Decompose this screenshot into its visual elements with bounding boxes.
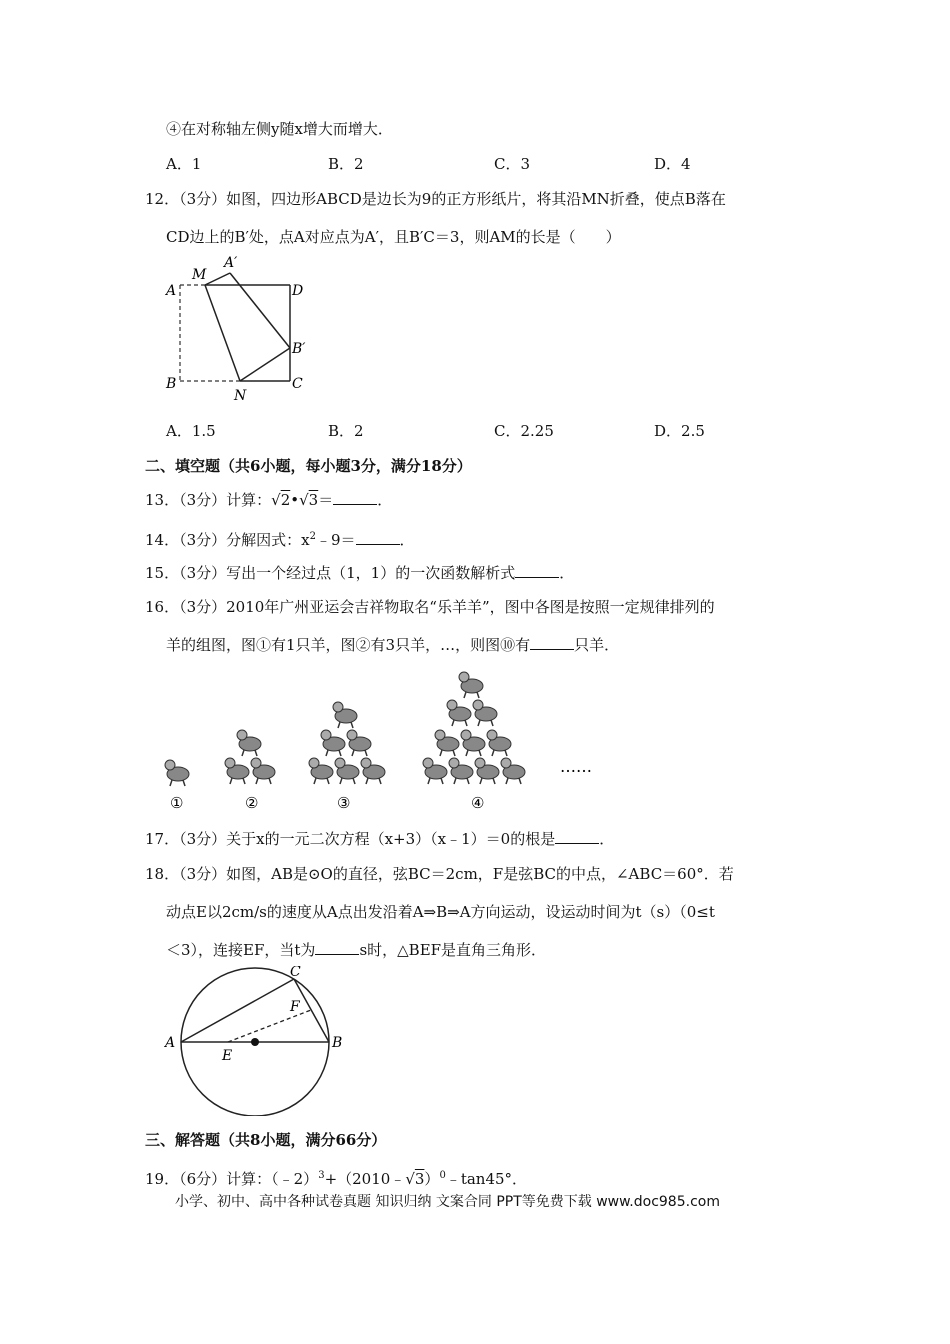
sheep-icon [225, 758, 249, 784]
label-f: F [290, 999, 300, 1015]
q14-exponent: 2 [309, 531, 316, 542]
section-2-heading: 二、填空题（共6小题，每小题3分，满分18分） [145, 457, 472, 475]
q19-exponent-1: 3 [318, 1170, 325, 1181]
sheep-icon [165, 760, 189, 786]
q12-line1: 12．（3分）如图，四边形ABCD是边长为9的正方形纸片，将其沿MN折叠，使点B落在 [145, 190, 726, 208]
sqrt-icon: √ [299, 491, 309, 509]
q12-option-c: C．2.25 [494, 422, 554, 440]
sheep-icon [461, 730, 485, 756]
q18-circle-figure [160, 966, 350, 1116]
sheep-ellipsis: …… [560, 757, 592, 776]
sheep-icon [321, 730, 345, 756]
answer-blank [530, 635, 574, 650]
sheep-label-4: ④ [471, 794, 485, 812]
q11-option-b: B．2 [328, 155, 364, 173]
q14 [145, 527, 415, 550]
q14-prefix: 14．（3分）分解因式：x [145, 531, 310, 549]
q13-prefix: 13．（3分）计算： [145, 491, 272, 509]
q13-dot: • [290, 491, 300, 509]
label-a: A [166, 283, 177, 299]
sheep-icon [237, 730, 261, 756]
q13-radicand-1: 2 [280, 491, 291, 509]
q19-close: ） [424, 1170, 440, 1188]
label-m: M [192, 267, 207, 283]
answer-blank [356, 530, 400, 545]
q11-option-a: A．1 [166, 155, 202, 173]
q18-line3 [166, 940, 546, 960]
q13 [145, 490, 392, 510]
q18-line1: 18．（3分）如图，AB是⊙O的直径，弦BC＝2cm，F是弦BC的中点，∠ABC＝60°．若 [145, 865, 734, 883]
q12-option-b: B．2 [328, 422, 364, 440]
sheep-icon [251, 758, 275, 784]
sheep-icon [487, 730, 511, 756]
q12-line2: CD边上的B′处，点A对应点为A′，且B′C＝3，则AM的长是（ ） [166, 228, 621, 246]
label-a-prime: A′ [224, 255, 238, 271]
sheep-icon [423, 758, 447, 784]
sheep-icon [347, 730, 371, 756]
q17-text: 17．（3分）关于x的一元二次方程（x+3）（x﹣1）＝0的根是 [145, 830, 556, 848]
label-c: C [292, 376, 303, 392]
q13-radicand-2: 3 [308, 491, 319, 509]
q17 [145, 829, 614, 849]
label-e: E [222, 1048, 233, 1064]
section-3-heading: 三、解答题（共8小题，满分66分） [145, 1131, 387, 1149]
sheep-icon [459, 672, 483, 698]
q15 [145, 563, 574, 583]
q16-line2 [166, 635, 619, 655]
q19-end: ﹣tan45°． [445, 1170, 528, 1188]
answer-blank [333, 490, 377, 505]
q14-mid: ﹣9＝ [315, 531, 356, 549]
sheep-icon [475, 758, 499, 784]
sqrt-icon: √ [271, 491, 281, 509]
sheep-icon [473, 700, 497, 726]
label-a: A [165, 1035, 176, 1051]
sheep-icon [435, 730, 459, 756]
q14-end: ． [399, 531, 415, 549]
sheep-icon [449, 758, 473, 784]
q11-item4: ④在对称轴左侧y随x增大而增大． [166, 120, 393, 138]
label-b-prime: B′ [292, 341, 306, 357]
answer-blank [515, 563, 559, 578]
q16-line1: 16．（3分）2010年广州亚运会吉祥物取名“乐羊羊”，图中各图是按照一定规律排列的 [145, 598, 715, 616]
label-c: C [290, 966, 301, 980]
label-n: N [234, 388, 247, 404]
q19-prefix: 19．（6分）计算：（﹣2） [145, 1170, 319, 1188]
q19-mid: +（2010﹣ [324, 1170, 406, 1188]
sheep-label-2: ② [245, 794, 259, 812]
q17-end: ． [599, 830, 615, 848]
sheep-icon [501, 758, 525, 784]
sheep-icon [361, 758, 385, 784]
q16-line2b: 只羊． [574, 636, 620, 654]
sheep-icon [333, 702, 357, 728]
sheep-label-3: ③ [337, 794, 351, 812]
q15-text: 15．（3分）写出一个经过点（1，1）的一次函数解析式 [145, 564, 516, 582]
q13-end: ． [377, 491, 393, 509]
q12-option-d: D．2.5 [654, 422, 705, 440]
q12-square-figure [160, 248, 320, 408]
q16-line2a: 羊的组图，图①有1只羊，图②有3只羊，…，则图⑩有 [166, 636, 531, 654]
sqrt-icon: √ [405, 1170, 415, 1188]
q19 [145, 1166, 527, 1189]
q18-line3a: ＜3），连接EF，当t为 [166, 941, 316, 959]
label-d: D [292, 283, 304, 299]
q19-exponent-2: 0 [439, 1170, 446, 1181]
q18-line2: 动点E以2cm/s的速度从A点出发沿着A⇒B⇒A方向运动，设运动时间为t（s）（0≤t [166, 903, 715, 921]
q15-end: ． [559, 564, 575, 582]
q11-option-d: D．4 [654, 155, 691, 173]
label-b: B [332, 1035, 343, 1051]
q11-option-c: C．3 [494, 155, 531, 173]
sheep-icon [335, 758, 359, 784]
q12-option-a: A．1.5 [166, 422, 216, 440]
label-b: B [166, 376, 177, 392]
q13-equals: ＝ [318, 491, 334, 509]
sheep-icon [309, 758, 333, 784]
sheep-icon [447, 700, 471, 726]
page-footer: 小学、初中、高中各种试卷真题 知识归纳 文案合同 PPT等免费下载 www.doc985.com [175, 1194, 720, 1210]
q19-radicand: 3 [414, 1170, 425, 1188]
sheep-label-1: ① [170, 794, 184, 812]
q18-line3b: s时，△BEF是直角三角形． [359, 941, 547, 959]
answer-blank [315, 940, 359, 955]
sheep-pattern-figure [160, 660, 630, 816]
answer-blank [555, 829, 599, 844]
